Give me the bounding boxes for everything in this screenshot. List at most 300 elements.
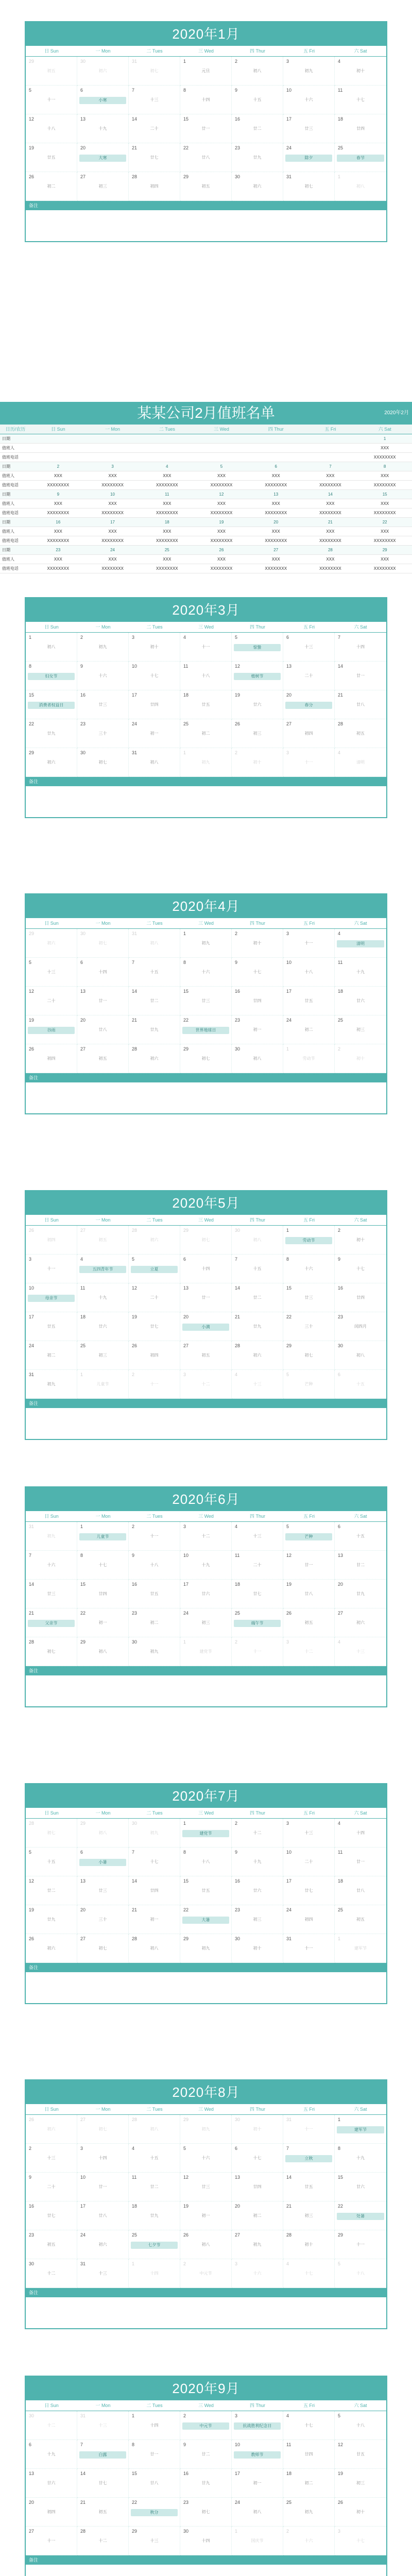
day-cell[interactable] <box>232 987 283 1015</box>
day-cell[interactable] <box>26 2230 77 2259</box>
day-cell[interactable] <box>180 86 232 114</box>
duty-cell[interactable]: 28 <box>328 548 333 552</box>
day-cell[interactable] <box>335 1283 386 1312</box>
duty-cell[interactable] <box>31 453 85 462</box>
duty-cell[interactable]: XXX <box>163 473 171 478</box>
duty-cell[interactable]: XXX <box>271 529 280 534</box>
day-cell[interactable] <box>232 1255 283 1283</box>
day-cell[interactable] <box>335 2498 386 2527</box>
duty-cell[interactable]: XXX <box>271 557 280 562</box>
duty-cell[interactable]: XXX <box>163 557 171 562</box>
day-cell[interactable] <box>129 114 180 143</box>
day-cell[interactable] <box>180 1341 232 1370</box>
duty-cell[interactable]: 11 <box>165 492 169 497</box>
duty-cell[interactable]: XXXXXXXX <box>47 511 70 515</box>
day-cell[interactable] <box>129 2527 180 2555</box>
day-cell[interactable] <box>180 172 232 201</box>
day-cell[interactable] <box>77 662 129 690</box>
day-cell[interactable] <box>77 1226 129 1255</box>
day-cell[interactable] <box>335 2411 386 2440</box>
day-cell[interactable] <box>77 987 129 1015</box>
day-cell[interactable] <box>77 2411 129 2440</box>
day-cell[interactable] <box>129 1934 180 1963</box>
day-cell[interactable] <box>26 1876 77 1905</box>
duty-cell[interactable]: XXX <box>271 473 280 478</box>
duty-cell[interactable]: 21 <box>328 520 333 524</box>
day-cell[interactable] <box>335 1819 386 1848</box>
duty-cell[interactable]: XXXXXXXX <box>101 511 124 515</box>
duty-cell[interactable]: XXXXXXXX <box>373 483 396 487</box>
day-cell[interactable] <box>232 2230 283 2259</box>
day-cell[interactable] <box>335 143 386 172</box>
day-cell[interactable] <box>77 1370 129 1399</box>
day-cell[interactable] <box>77 1283 129 1312</box>
duty-cell[interactable]: XXX <box>108 501 117 506</box>
day-cell[interactable] <box>283 958 335 987</box>
duty-cell[interactable]: 13 <box>273 492 279 497</box>
duty-cell[interactable]: XXX <box>381 473 389 478</box>
duty-cell[interactable]: XXXXXXXX <box>47 566 70 571</box>
duty-cell[interactable]: 16 <box>56 520 61 524</box>
day-cell[interactable] <box>283 86 335 114</box>
duty-cell[interactable]: XXXXXXXX <box>265 483 287 487</box>
day-cell[interactable] <box>335 172 386 201</box>
duty-cell[interactable]: XXX <box>163 529 171 534</box>
notes-area[interactable] <box>26 1082 386 1113</box>
day-cell[interactable] <box>335 1608 386 1637</box>
day-cell[interactable] <box>335 2230 386 2259</box>
day-cell[interactable] <box>283 1370 335 1399</box>
duty-cell[interactable] <box>31 434 85 443</box>
duty-cell[interactable] <box>85 434 140 443</box>
day-cell[interactable] <box>283 633 335 662</box>
day-cell[interactable] <box>26 2527 77 2555</box>
day-cell[interactable] <box>180 143 232 172</box>
day-cell[interactable] <box>335 1044 386 1073</box>
day-cell[interactable] <box>232 86 283 114</box>
day-cell[interactable] <box>77 1015 129 1044</box>
day-cell[interactable] <box>180 1312 232 1341</box>
duty-cell[interactable] <box>194 434 249 443</box>
duty-cell[interactable]: 6 <box>274 464 277 469</box>
duty-cell[interactable]: XXX <box>163 501 171 506</box>
day-cell[interactable] <box>26 1522 77 1551</box>
day-cell[interactable] <box>232 633 283 662</box>
day-cell[interactable] <box>129 662 180 690</box>
duty-cell[interactable]: XXXXXXXX <box>156 511 178 515</box>
day-cell[interactable] <box>180 2259 232 2288</box>
day-cell[interactable] <box>283 1341 335 1370</box>
duty-cell[interactable]: XXX <box>54 501 62 506</box>
day-cell[interactable] <box>77 1551 129 1580</box>
duty-cell[interactable]: XXXXXXXX <box>373 511 396 515</box>
day-cell[interactable] <box>232 2201 283 2230</box>
day-cell[interactable] <box>232 1522 283 1551</box>
duty-cell[interactable]: XXXXXXXX <box>373 538 396 543</box>
day-cell[interactable] <box>283 1283 335 1312</box>
day-cell[interactable] <box>180 2173 232 2201</box>
day-cell[interactable] <box>232 114 283 143</box>
day-cell[interactable] <box>232 662 283 690</box>
day-cell[interactable] <box>26 2259 77 2288</box>
day-cell[interactable] <box>335 662 386 690</box>
day-cell[interactable] <box>283 1226 335 1255</box>
day-cell[interactable] <box>335 2527 386 2555</box>
duty-cell[interactable]: XXX <box>326 473 335 478</box>
day-cell[interactable] <box>26 633 77 662</box>
day-cell[interactable] <box>180 2440 232 2469</box>
day-cell[interactable] <box>232 2440 283 2469</box>
day-cell[interactable] <box>180 633 232 662</box>
day-cell[interactable] <box>77 1848 129 1876</box>
day-cell[interactable] <box>129 2173 180 2201</box>
day-cell[interactable] <box>335 1522 386 1551</box>
day-cell[interactable] <box>180 1876 232 1905</box>
day-cell[interactable] <box>232 1341 283 1370</box>
day-cell[interactable] <box>180 114 232 143</box>
duty-cell[interactable]: 27 <box>273 548 279 552</box>
day-cell[interactable] <box>129 690 180 719</box>
duty-cell[interactable]: XXX <box>381 529 389 534</box>
day-cell[interactable] <box>129 2259 180 2288</box>
day-cell[interactable] <box>26 2115 77 2144</box>
day-cell[interactable] <box>26 748 77 777</box>
duty-cell[interactable]: 12 <box>219 492 224 497</box>
day-cell[interactable] <box>77 1341 129 1370</box>
day-cell[interactable] <box>26 1637 77 1666</box>
day-cell[interactable] <box>180 1226 232 1255</box>
day-cell[interactable] <box>77 1905 129 1934</box>
day-cell[interactable] <box>180 1848 232 1876</box>
day-cell[interactable] <box>129 1522 180 1551</box>
day-cell[interactable] <box>335 2201 386 2230</box>
day-cell[interactable] <box>335 719 386 748</box>
duty-cell[interactable]: XXX <box>326 501 335 506</box>
day-cell[interactable] <box>232 719 283 748</box>
duty-cell[interactable]: XXXXXXXX <box>101 483 124 487</box>
day-cell[interactable] <box>232 143 283 172</box>
duty-cell[interactable]: 4 <box>166 464 168 469</box>
duty-cell[interactable]: XXX <box>217 473 226 478</box>
day-cell[interactable] <box>283 1312 335 1341</box>
day-cell[interactable] <box>129 57 180 86</box>
day-cell[interactable] <box>77 2527 129 2555</box>
duty-cell[interactable] <box>249 444 303 452</box>
day-cell[interactable] <box>77 2440 129 2469</box>
duty-cell[interactable] <box>140 434 194 443</box>
day-cell[interactable] <box>283 1255 335 1283</box>
duty-cell[interactable]: XXX <box>381 501 389 506</box>
day-cell[interactable] <box>180 958 232 987</box>
day-cell[interactable] <box>335 958 386 987</box>
day-cell[interactable] <box>129 1580 180 1608</box>
duty-cell[interactable]: XXXXXXXX <box>47 538 70 543</box>
day-cell[interactable] <box>129 1255 180 1283</box>
day-cell[interactable] <box>77 929 129 958</box>
day-cell[interactable] <box>26 2144 77 2173</box>
duty-cell[interactable] <box>140 453 194 462</box>
day-cell[interactable] <box>129 172 180 201</box>
day-cell[interactable] <box>232 172 283 201</box>
day-cell[interactable] <box>283 1522 335 1551</box>
day-cell[interactable] <box>180 1934 232 1963</box>
day-cell[interactable] <box>335 2144 386 2173</box>
day-cell[interactable] <box>335 2440 386 2469</box>
day-cell[interactable] <box>129 987 180 1015</box>
day-cell[interactable] <box>335 929 386 958</box>
day-cell[interactable] <box>26 86 77 114</box>
duty-cell[interactable]: XXXXXXXX <box>210 538 233 543</box>
day-cell[interactable] <box>232 1312 283 1341</box>
duty-cell[interactable]: 7 <box>329 464 332 469</box>
day-cell[interactable] <box>283 1905 335 1934</box>
day-cell[interactable] <box>77 1637 129 1666</box>
day-cell[interactable] <box>335 1876 386 1905</box>
duty-cell[interactable] <box>194 453 249 462</box>
notes-area[interactable] <box>26 786 386 817</box>
day-cell[interactable] <box>26 929 77 958</box>
day-cell[interactable] <box>283 987 335 1015</box>
day-cell[interactable] <box>77 2173 129 2201</box>
day-cell[interactable] <box>335 1312 386 1341</box>
duty-cell[interactable]: XXX <box>54 557 62 562</box>
day-cell[interactable] <box>26 1819 77 1848</box>
day-cell[interactable] <box>232 1015 283 1044</box>
day-cell[interactable] <box>232 1876 283 1905</box>
duty-cell[interactable]: XXXXXXXX <box>319 566 341 571</box>
day-cell[interactable] <box>232 1580 283 1608</box>
day-cell[interactable] <box>335 2259 386 2288</box>
day-cell[interactable] <box>232 1226 283 1255</box>
day-cell[interactable] <box>283 2115 335 2144</box>
day-cell[interactable] <box>232 958 283 987</box>
duty-cell[interactable] <box>194 444 249 452</box>
duty-cell[interactable]: 5 <box>220 464 223 469</box>
day-cell[interactable] <box>129 748 180 777</box>
day-cell[interactable] <box>129 1637 180 1666</box>
day-cell[interactable] <box>129 929 180 958</box>
day-cell[interactable] <box>129 958 180 987</box>
day-cell[interactable] <box>335 1015 386 1044</box>
day-cell[interactable] <box>335 2469 386 2498</box>
duty-cell[interactable]: 22 <box>382 520 387 524</box>
duty-cell[interactable]: XXXXXXXX <box>101 538 124 543</box>
day-cell[interactable] <box>129 1015 180 1044</box>
day-cell[interactable] <box>283 1637 335 1666</box>
day-cell[interactable] <box>26 662 77 690</box>
duty-cell[interactable]: XXX <box>217 501 226 506</box>
day-cell[interactable] <box>232 2259 283 2288</box>
duty-cell[interactable]: XXX <box>108 473 117 478</box>
day-cell[interactable] <box>26 114 77 143</box>
day-cell[interactable] <box>26 2201 77 2230</box>
day-cell[interactable] <box>77 114 129 143</box>
day-cell[interactable] <box>26 2173 77 2201</box>
day-cell[interactable] <box>180 1283 232 1312</box>
day-cell[interactable] <box>26 1848 77 1876</box>
day-cell[interactable] <box>335 1370 386 1399</box>
duty-cell[interactable]: XXX <box>381 557 389 562</box>
day-cell[interactable] <box>335 748 386 777</box>
duty-cell[interactable]: XXXXXXXX <box>210 511 233 515</box>
day-cell[interactable] <box>335 1580 386 1608</box>
duty-cell[interactable]: XXX <box>54 473 62 478</box>
day-cell[interactable] <box>283 748 335 777</box>
day-cell[interactable] <box>335 1226 386 1255</box>
day-cell[interactable] <box>232 2115 283 2144</box>
day-cell[interactable] <box>77 1876 129 1905</box>
day-cell[interactable] <box>180 1608 232 1637</box>
day-cell[interactable] <box>77 2259 129 2288</box>
day-cell[interactable] <box>283 172 335 201</box>
day-cell[interactable] <box>232 929 283 958</box>
day-cell[interactable] <box>180 2498 232 2527</box>
day-cell[interactable] <box>77 2144 129 2173</box>
day-cell[interactable] <box>232 1819 283 1848</box>
day-cell[interactable] <box>180 1580 232 1608</box>
day-cell[interactable] <box>180 2469 232 2498</box>
duty-cell[interactable]: 25 <box>164 548 169 552</box>
duty-cell[interactable]: XXXXXXXX <box>319 511 341 515</box>
duty-cell[interactable]: XXXXXXXX <box>373 455 396 460</box>
day-cell[interactable] <box>77 2115 129 2144</box>
duty-cell[interactable]: XXXXXXXX <box>156 483 178 487</box>
day-cell[interactable] <box>26 143 77 172</box>
day-cell[interactable] <box>129 633 180 662</box>
day-cell[interactable] <box>232 1905 283 1934</box>
day-cell[interactable] <box>283 1819 335 1848</box>
day-cell[interactable] <box>129 1370 180 1399</box>
day-cell[interactable] <box>232 690 283 719</box>
day-cell[interactable] <box>232 1934 283 1963</box>
duty-cell[interactable]: 8 <box>383 464 386 469</box>
duty-cell[interactable]: XXX <box>326 557 335 562</box>
day-cell[interactable] <box>335 1848 386 1876</box>
day-cell[interactable] <box>232 1608 283 1637</box>
duty-cell[interactable]: 1 <box>383 436 386 441</box>
day-cell[interactable] <box>180 690 232 719</box>
duty-cell[interactable]: XXX <box>326 529 335 534</box>
day-cell[interactable] <box>129 2230 180 2259</box>
day-cell[interactable] <box>232 1637 283 1666</box>
day-cell[interactable] <box>26 1255 77 1283</box>
day-cell[interactable] <box>232 2498 283 2527</box>
duty-cell[interactable]: XXX <box>217 557 226 562</box>
day-cell[interactable] <box>180 719 232 748</box>
notes-area[interactable] <box>26 1972 386 2003</box>
day-cell[interactable] <box>283 929 335 958</box>
day-cell[interactable] <box>232 1848 283 1876</box>
duty-cell[interactable]: XXXXXXXX <box>210 566 233 571</box>
day-cell[interactable] <box>129 2411 180 2440</box>
day-cell[interactable] <box>129 143 180 172</box>
day-cell[interactable] <box>283 662 335 690</box>
duty-cell[interactable] <box>85 453 140 462</box>
day-cell[interactable] <box>77 719 129 748</box>
day-cell[interactable] <box>283 2144 335 2173</box>
day-cell[interactable] <box>335 1255 386 1283</box>
duty-cell[interactable]: XXXXXXXX <box>373 566 396 571</box>
day-cell[interactable] <box>283 57 335 86</box>
day-cell[interactable] <box>26 958 77 987</box>
day-cell[interactable] <box>26 2411 77 2440</box>
duty-cell[interactable]: XXXXXXXX <box>319 483 341 487</box>
day-cell[interactable] <box>77 633 129 662</box>
day-cell[interactable] <box>335 57 386 86</box>
day-cell[interactable] <box>180 1255 232 1283</box>
day-cell[interactable] <box>180 929 232 958</box>
day-cell[interactable] <box>129 1551 180 1580</box>
duty-cell[interactable]: 14 <box>328 492 333 497</box>
day-cell[interactable] <box>335 2173 386 2201</box>
duty-cell[interactable]: 17 <box>110 520 115 524</box>
duty-cell[interactable] <box>85 444 140 452</box>
day-cell[interactable] <box>180 2144 232 2173</box>
duty-cell[interactable]: XXXXXXXX <box>210 483 233 487</box>
duty-cell[interactable]: 15 <box>382 492 387 497</box>
duty-cell[interactable] <box>303 453 358 462</box>
duty-cell[interactable]: XXX <box>108 557 117 562</box>
day-cell[interactable] <box>283 1015 335 1044</box>
day-cell[interactable] <box>129 2115 180 2144</box>
day-cell[interactable] <box>129 2469 180 2498</box>
duty-cell[interactable]: XXXXXXXX <box>156 538 178 543</box>
day-cell[interactable] <box>180 1370 232 1399</box>
day-cell[interactable] <box>283 1608 335 1637</box>
duty-cell[interactable]: XXXXXXXX <box>319 538 341 543</box>
day-cell[interactable] <box>77 2201 129 2230</box>
day-cell[interactable] <box>77 1608 129 1637</box>
day-cell[interactable] <box>180 2527 232 2555</box>
duty-cell[interactable]: 29 <box>382 548 387 552</box>
day-cell[interactable] <box>26 1934 77 1963</box>
day-cell[interactable] <box>180 1522 232 1551</box>
day-cell[interactable] <box>180 1015 232 1044</box>
day-cell[interactable] <box>77 57 129 86</box>
day-cell[interactable] <box>77 1044 129 1073</box>
day-cell[interactable] <box>232 1283 283 1312</box>
duty-cell[interactable]: 3 <box>111 464 114 469</box>
day-cell[interactable] <box>180 2201 232 2230</box>
day-cell[interactable] <box>335 1341 386 1370</box>
day-cell[interactable] <box>26 1905 77 1934</box>
day-cell[interactable] <box>129 1341 180 1370</box>
duty-cell[interactable] <box>31 444 85 452</box>
day-cell[interactable] <box>283 2411 335 2440</box>
day-cell[interactable] <box>77 2469 129 2498</box>
day-cell[interactable] <box>26 987 77 1015</box>
day-cell[interactable] <box>77 1255 129 1283</box>
day-cell[interactable] <box>283 2201 335 2230</box>
day-cell[interactable] <box>77 1312 129 1341</box>
day-cell[interactable] <box>283 1848 335 1876</box>
day-cell[interactable] <box>129 1283 180 1312</box>
day-cell[interactable] <box>335 1905 386 1934</box>
day-cell[interactable] <box>77 1934 129 1963</box>
day-cell[interactable] <box>77 748 129 777</box>
day-cell[interactable] <box>232 2144 283 2173</box>
day-cell[interactable] <box>129 1312 180 1341</box>
duty-cell[interactable]: 10 <box>110 492 115 497</box>
day-cell[interactable] <box>283 1876 335 1905</box>
day-cell[interactable] <box>129 2440 180 2469</box>
day-cell[interactable] <box>180 57 232 86</box>
day-cell[interactable] <box>129 1608 180 1637</box>
day-cell[interactable] <box>283 2230 335 2259</box>
notes-area[interactable] <box>26 1408 386 1439</box>
day-cell[interactable] <box>283 2259 335 2288</box>
day-cell[interactable] <box>77 958 129 987</box>
